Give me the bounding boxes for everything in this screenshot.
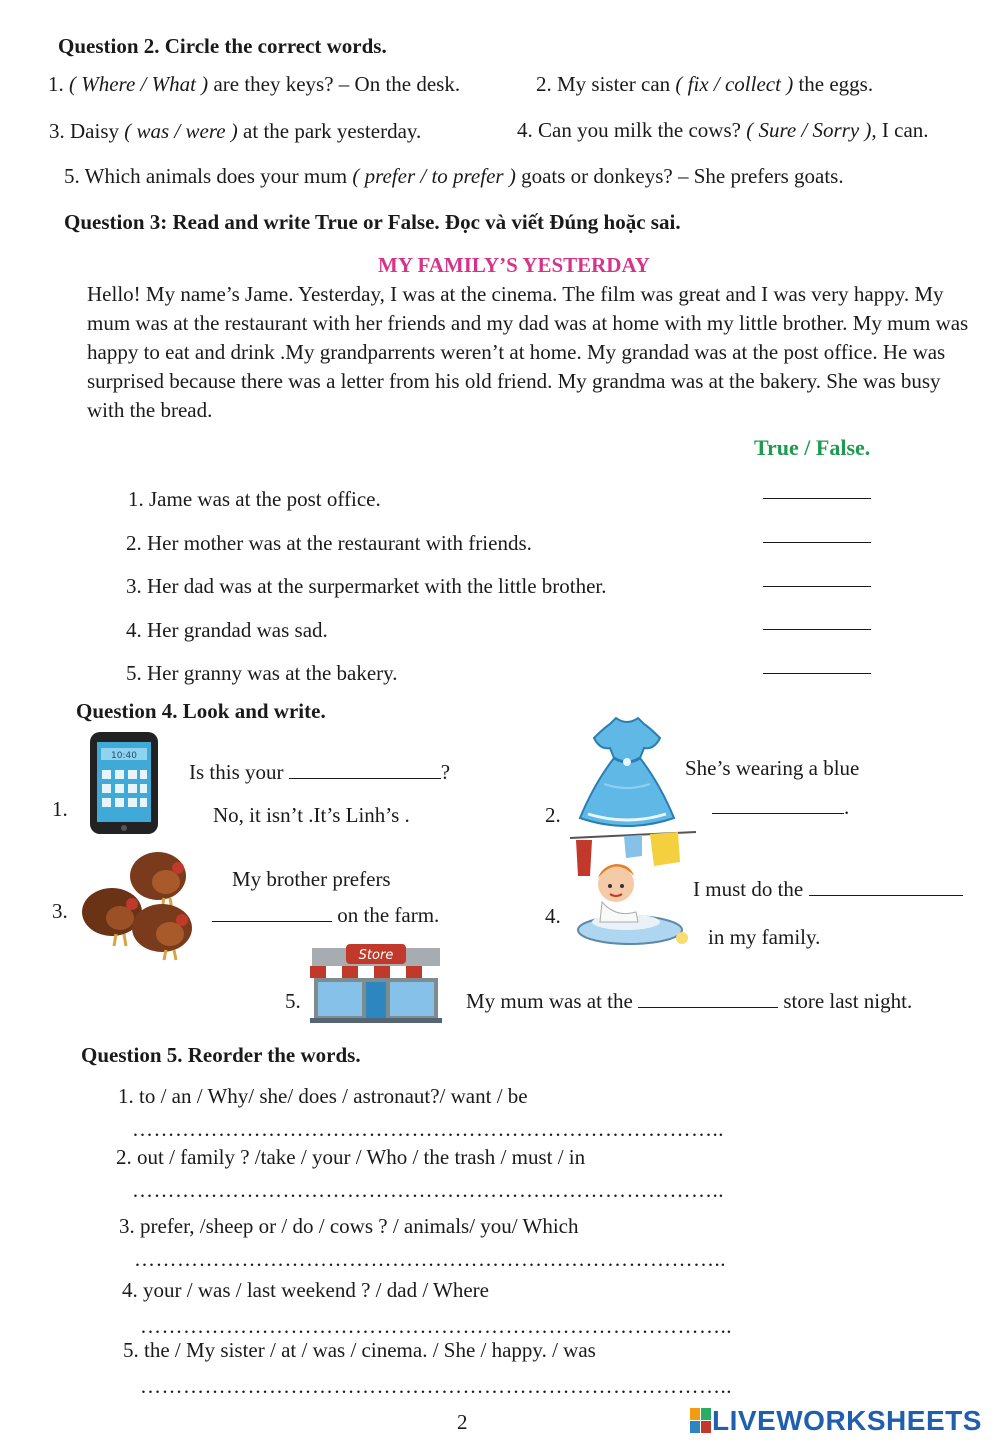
- prompt-text: My mum was at the: [466, 989, 639, 1013]
- item-text: goats or donkeys? – She prefers goats.: [515, 164, 844, 188]
- q4-item-1-line1: [189, 760, 450, 784]
- answer-blank-3[interactable]: [212, 903, 332, 922]
- blue-dress-image: [574, 714, 680, 832]
- store-icon: [306, 940, 446, 1024]
- q4-item-4-line2: in my family.: [708, 925, 821, 949]
- q4-item-1-number: 1.: [52, 797, 68, 821]
- q4-item-2-line1: She’s wearing a blue: [685, 756, 860, 780]
- reading-passage: Hello! My name’s Jame. Yesterday, I was at the cinema. The film was great and I was very happy. My mum was at the restaurant with her friends and my dad was at home with my little brother. My mum was happy to eat and drink .My grandparrents weren’t at home. My grandad was at the post office. He was surprised because there was a letter from his old friend. My grandma was at the bakery. She was busy with the bread.: [87, 282, 969, 422]
- q4-item-2-number: 2.: [545, 803, 561, 827]
- item-text: Which animals does your mum: [84, 164, 353, 188]
- q2-item-3: [49, 119, 421, 143]
- item-text: are they keys? – On the desk.: [208, 72, 461, 96]
- tf-answer-4[interactable]: [763, 615, 871, 630]
- item-text: My sister can: [557, 72, 676, 96]
- answer-line-1[interactable]: ………………………………………………………………………..: [132, 1117, 724, 1141]
- tf-answer-3[interactable]: [763, 572, 871, 587]
- q2-item-2: [536, 72, 873, 96]
- blue-dress-icon: [574, 714, 680, 832]
- turkeys-icon: [78, 846, 200, 962]
- prompt-text: store last night.: [778, 989, 913, 1013]
- q4-item-4-line1: [693, 877, 963, 901]
- true-false-label: True / False.: [754, 435, 871, 460]
- item-text: Daisy: [70, 119, 125, 143]
- turkeys-image: [78, 846, 200, 962]
- store-sign-text: Store: [358, 948, 394, 963]
- q4-item-5-number: 5.: [285, 989, 301, 1013]
- svg-text:10:40: 10:40: [111, 751, 137, 761]
- prompt-text: I must do the: [693, 877, 809, 901]
- store-image: [306, 940, 446, 1024]
- prompt-text: Is this your: [189, 760, 289, 784]
- girl-washing-clothes-image: [566, 826, 700, 950]
- page-number: 2: [457, 1410, 468, 1434]
- tablet-phone-icon: [88, 730, 162, 836]
- tf-answer-1[interactable]: [763, 484, 871, 499]
- item-text: the eggs.: [793, 72, 874, 96]
- item-number: 4.: [517, 118, 533, 142]
- word-options[interactable]: ( Sure / Sorry ),: [746, 118, 877, 142]
- item-text: Can you milk the cows?: [538, 118, 747, 142]
- liveworksheets-logo-icon: [690, 1408, 712, 1434]
- reorder-item-2: 2. out / family ? /take / your / Who / the trash / must / in: [116, 1145, 586, 1169]
- tf-statement-3: 3. Her dad was at the surpermarket with the little brother.: [126, 574, 607, 598]
- answer-blank-4[interactable]: [809, 877, 963, 896]
- answer-line-3[interactable]: ………………………………………………………………………..: [134, 1247, 726, 1271]
- word-options[interactable]: ( prefer / to prefer ): [352, 164, 516, 188]
- answer-blank-1[interactable]: [289, 760, 441, 779]
- answer-line-4[interactable]: ………………………………………………………………………..: [140, 1314, 732, 1338]
- item-number: 1.: [48, 72, 64, 96]
- answer-line-2[interactable]: ………………………………………………………………………..: [132, 1178, 724, 1202]
- logo-text: LIVEWORKSHEETS: [712, 1405, 982, 1436]
- q4-item-1-line2: No, it isn’t .It’s Linh’s .: [213, 803, 410, 827]
- q4-heading: Question 4. Look and write.: [76, 699, 326, 723]
- reorder-item-5: 5. the / My sister / at / was / cinema. / She / happy. / was: [123, 1338, 596, 1362]
- answer-blank-5[interactable]: [638, 989, 778, 1008]
- prompt-text: .: [844, 795, 850, 819]
- item-number: 2.: [536, 72, 552, 96]
- reorder-item-1: 1. to / an / Why/ she/ does / astronaut?/ want / be: [118, 1084, 528, 1108]
- q4-item-3-line2: [212, 903, 439, 927]
- item-number: 3.: [49, 119, 65, 143]
- q5-heading: Question 5. Reorder the words.: [81, 1043, 361, 1067]
- q2-item-5: [64, 164, 844, 188]
- passage-title: MY FAMILY’S YESTERDAY: [378, 253, 650, 277]
- q4-item-3-line1: My brother prefers: [232, 867, 391, 891]
- word-options[interactable]: ( was / were ): [124, 119, 238, 143]
- liveworksheets-logo: [690, 1406, 982, 1436]
- tf-statement-2: 2. Her mother was at the restaurant with friends.: [126, 531, 532, 555]
- tf-answer-5[interactable]: [763, 659, 871, 674]
- q2-heading: Question 2. Circle the correct words.: [58, 34, 387, 58]
- reorder-item-3: 3. prefer, /sheep or / do / cows ? / animals/ you/ Which: [119, 1214, 579, 1238]
- reorder-item-4: 4. your / was / last weekend ? / dad / Where: [122, 1278, 489, 1302]
- q4-item-4-number: 4.: [545, 904, 561, 928]
- prompt-text: ?: [440, 760, 451, 784]
- q2-item-4: [517, 118, 929, 142]
- q4-item-5-line1: [466, 989, 912, 1013]
- q3-heading: Question 3: Read and write True or False. Đọc và viết Đúng hoặc sai.: [64, 210, 681, 234]
- answer-blank-2[interactable]: [712, 795, 844, 814]
- tf-statement-5: 5. Her granny was at the bakery.: [126, 661, 398, 685]
- answer-line-5[interactable]: ………………………………………………………………………..: [140, 1374, 732, 1398]
- q2-item-1: [48, 72, 460, 96]
- tablet-phone-image: [88, 730, 162, 836]
- q4-item-2-line2: [712, 795, 849, 819]
- tf-statement-4: 4. Her grandad was sad.: [126, 618, 328, 642]
- tf-statement-1: 1. Jame was at the post office.: [128, 487, 381, 511]
- tf-answer-2[interactable]: [763, 528, 871, 543]
- word-options[interactable]: ( fix / collect ): [675, 72, 794, 96]
- item-text: I can.: [876, 118, 929, 142]
- prompt-text: on the farm.: [332, 903, 440, 927]
- girl-washing-clothes-icon: [566, 826, 700, 950]
- item-text: at the park yesterday.: [237, 119, 422, 143]
- q4-item-3-number: 3.: [52, 899, 68, 923]
- item-number: 5.: [64, 164, 80, 188]
- word-options[interactable]: ( Where / What ): [69, 72, 209, 96]
